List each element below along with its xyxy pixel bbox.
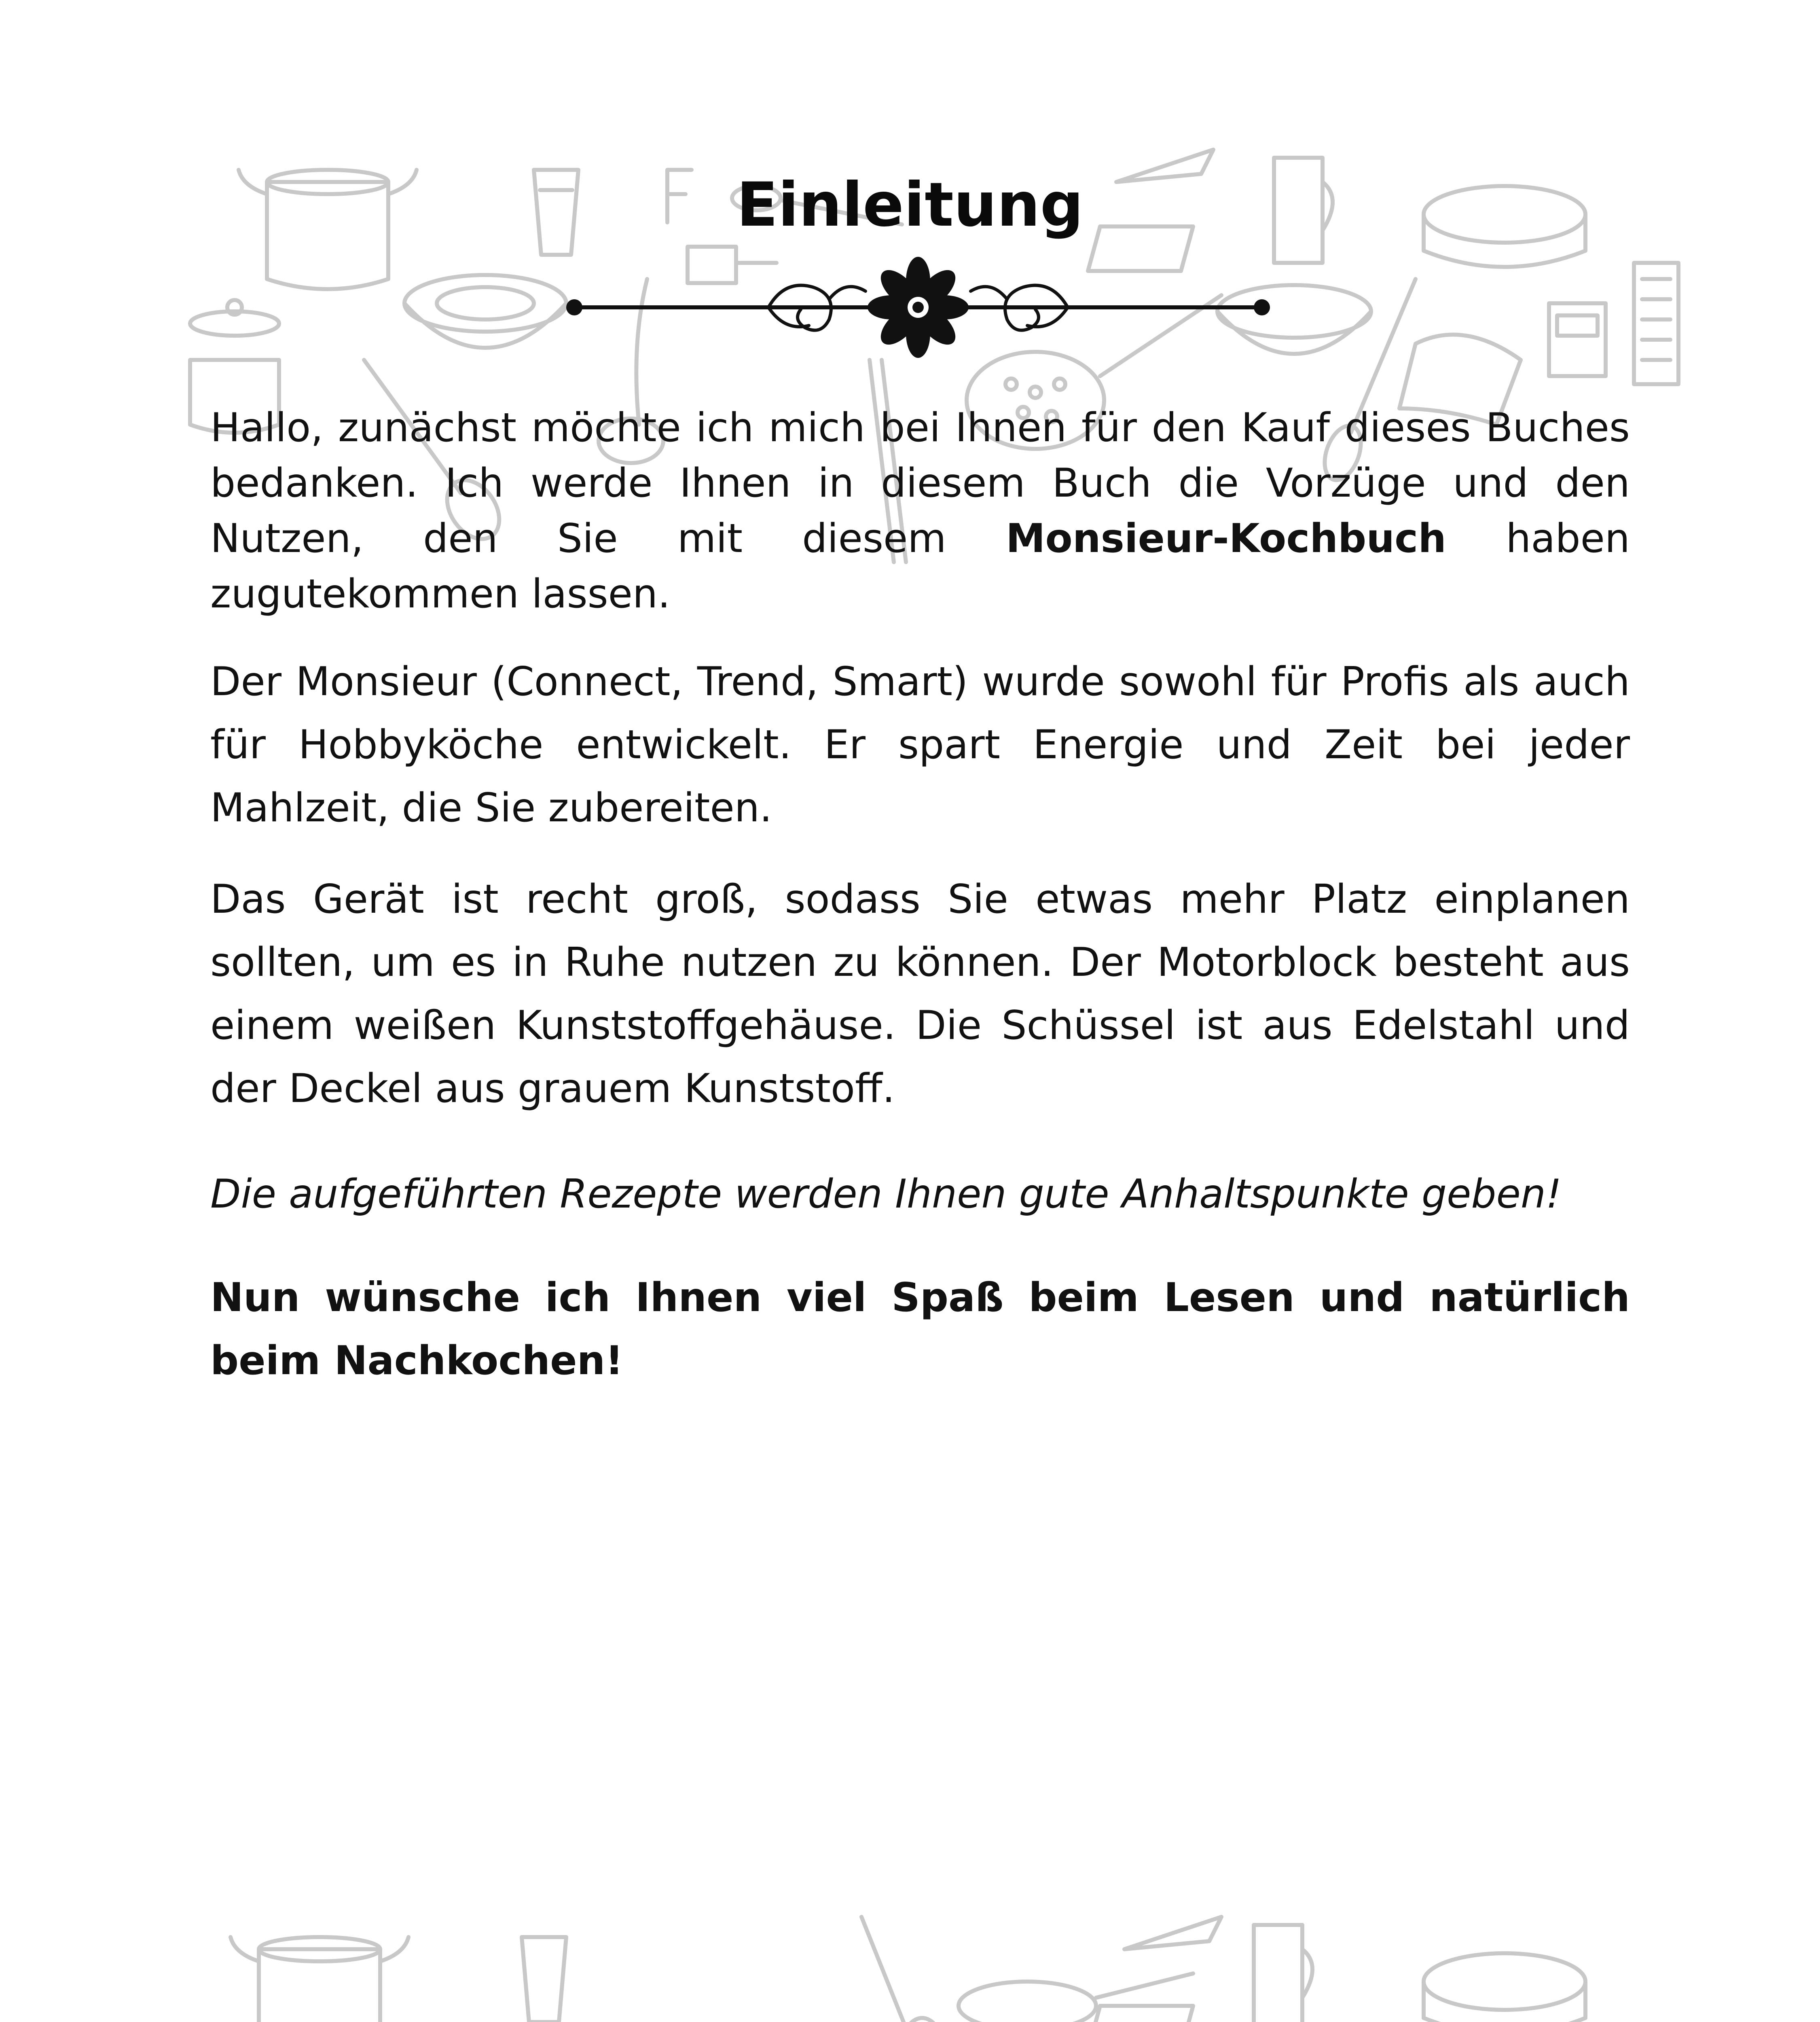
- whisk-icon: [861, 1917, 946, 2022]
- paragraph-italic-note: Die aufgeführten Rezepte werden Ihnen gute Anhaltspunkte geben!: [210, 1171, 1562, 1217]
- cake-tin-icon: [1424, 1953, 1585, 2022]
- page-title: Einleitung: [736, 170, 1084, 240]
- book-name-bold: Monsieur-Kochbuch: [1006, 516, 1446, 562]
- background-utensils-bottom: [0, 1901, 1820, 2022]
- scale-icon: [1549, 303, 1606, 376]
- glass-icon: [522, 1937, 566, 2022]
- body-text: [210, 400, 1630, 1392]
- jug-icon: [1254, 1925, 1312, 2022]
- paragraph-description: Das Gerät ist recht groß, sodass Sie etwas mehr Platz einplanen sollten, um es in Ruhe nutzen zu können. Der Motorblock besteht aus einem weißen Kunststoffgehäuse. Die Schüssel ist aus Edelstahl und der Deckel aus grauem Kunststoff.: [210, 876, 1630, 1112]
- grater-icon: [1634, 263, 1678, 384]
- cutting-board-icon: [1088, 2006, 1193, 2022]
- paragraph-intro-end: haben zugutekommen lassen.: [210, 516, 1630, 617]
- paragraph-closing: Nun wünsche ich Ihnen viel Spaß beim Lesen und natürlich beim Nachkochen!: [210, 1275, 1630, 1384]
- flower-divider-icon: [558, 251, 1278, 364]
- paragraph-intro: [210, 400, 1630, 622]
- bowl-icon: [404, 275, 566, 348]
- paragraph-device: Der Monsieur (Connect, Trend, Smart) wurde sowohl für Profis als auch für Hobbyköche entwickelt. Er spart Energie und Zeit bei jeder Mahlzeit, die Sie zubereiten.: [210, 659, 1630, 831]
- knife-icon: [1124, 1917, 1221, 1949]
- pot-icon: [231, 1937, 408, 2022]
- pan-icon: [959, 1973, 1193, 2022]
- paragraph-intro-text: Hallo, zunächst möchte ich mich bei Ihnen für den Kauf dieses Buches bedanken. Ich werde Ihnen in diesem Buch die Vorzüge und den Nutzen, den Sie mit diesem: [210, 405, 1630, 562]
